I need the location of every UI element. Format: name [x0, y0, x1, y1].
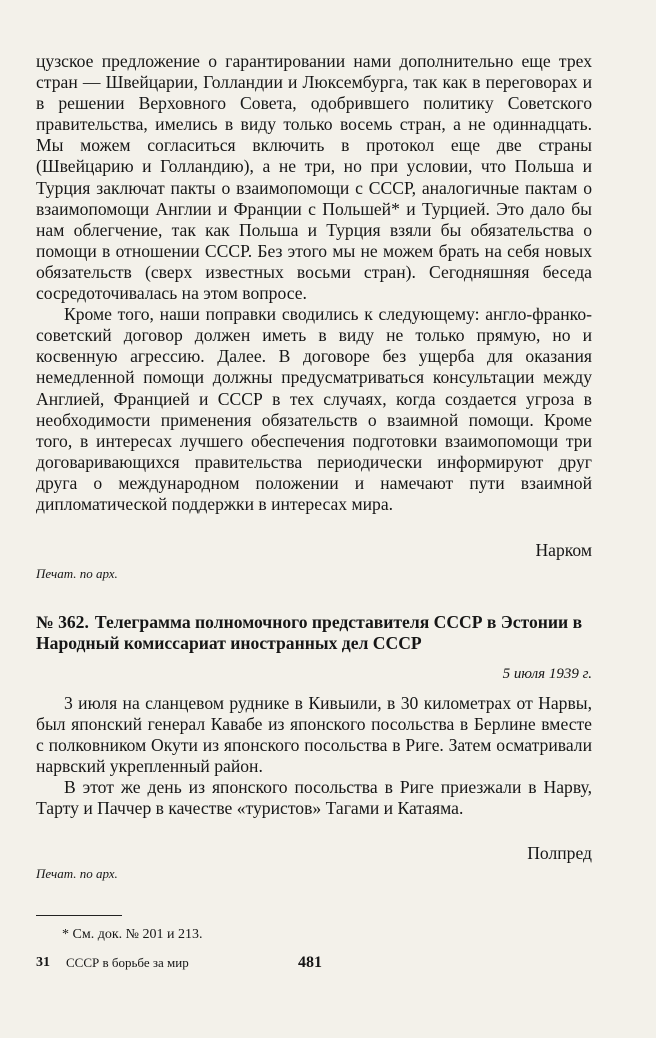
footnote-divider: [36, 915, 122, 916]
source-note-1: Печат. по арх.: [36, 566, 118, 581]
source-note-2: Печат. по арх.: [36, 866, 118, 881]
page-footer: [36, 955, 592, 975]
paragraph-1: цузское предложение о гарантировании нами дополнительно еще трех стран — Швейцарии, Голландии и Люксембурга, так как в переговорах и в решении Верховного Совета, одобрившего политику Советского правительства, имелись в виду только восемь стран, а не одиннадцать. Мы можем согласиться включить в протокол еще две страны (Швейцарию и Голландию), а не три, но при условии, что Польша и Турция заключат пакты о взаимопомощи с СССР, аналогичные пактам о взаимопомощи Англии и Франции с Польшей* и Турцией. Это дало бы нам облегчение, так как Польша и Турция взяли бы обязательства о помощи в отношении СССР. Без этого мы не можем брать на себя новых обязательств (сверх известных восьми стран). Сегодняшняя беседа сосредоточивалась на этом вопросе.: [36, 51, 592, 304]
signature-title: СССР в борьбе за мир: [66, 955, 189, 970]
document-heading: [36, 612, 592, 654]
paragraph-3: 3 июля на сланцевом руднике в Кивыили, в 30 километрах от Нарвы, был японский генерал Кавабе из японского посольства в Берлине вместе с полковником Окути из японского посольства в Риге. Затем осматривали нарвский укрепленный район.: [36, 693, 592, 777]
footnote: * См. док. № 201 и 213.: [62, 927, 203, 942]
signature-number: 31: [36, 955, 50, 970]
signature-polpred: Полпред: [527, 843, 592, 863]
paragraph-2: Кроме того, наши поправки сводились к следующему: англо-франко-советский договор должен иметь в виду не только прямую, но и косвенную агрессию. Далее. В договоре без ущерба для оказания немедленной помощи должны предусматриваться консультации между Англией, Францией и СССР в тех случаях, когда создается угроза в необходимости применения обязательств о взаимной помощи. Кроме того, в интересах лучшего обеспечения подготовки взаимопомощи три договаривающихся правительства периодически информируют друг друга о международном положении и намечают пути взаимной дипломатической поддержки в интересах мира.: [36, 304, 592, 514]
page-number: 481: [298, 954, 322, 971]
paragraph-4: В этот же день из японского посольства в Риге приезжали в Нарву, Тарту и Паччер в качестве «туристов» Тагами и Катаяма.: [36, 777, 592, 819]
body-text-doc: [36, 693, 592, 820]
document-title: Телеграмма полномочного представителя СССР в Эстонии в Народный комиссариат иностранных дел СССР: [36, 612, 583, 653]
document-number: № 362.: [36, 612, 89, 632]
body-text-top: [36, 51, 592, 515]
document-date: 5 июля 1939 г.: [502, 666, 592, 682]
signature-narkom: Нарком: [535, 540, 592, 560]
